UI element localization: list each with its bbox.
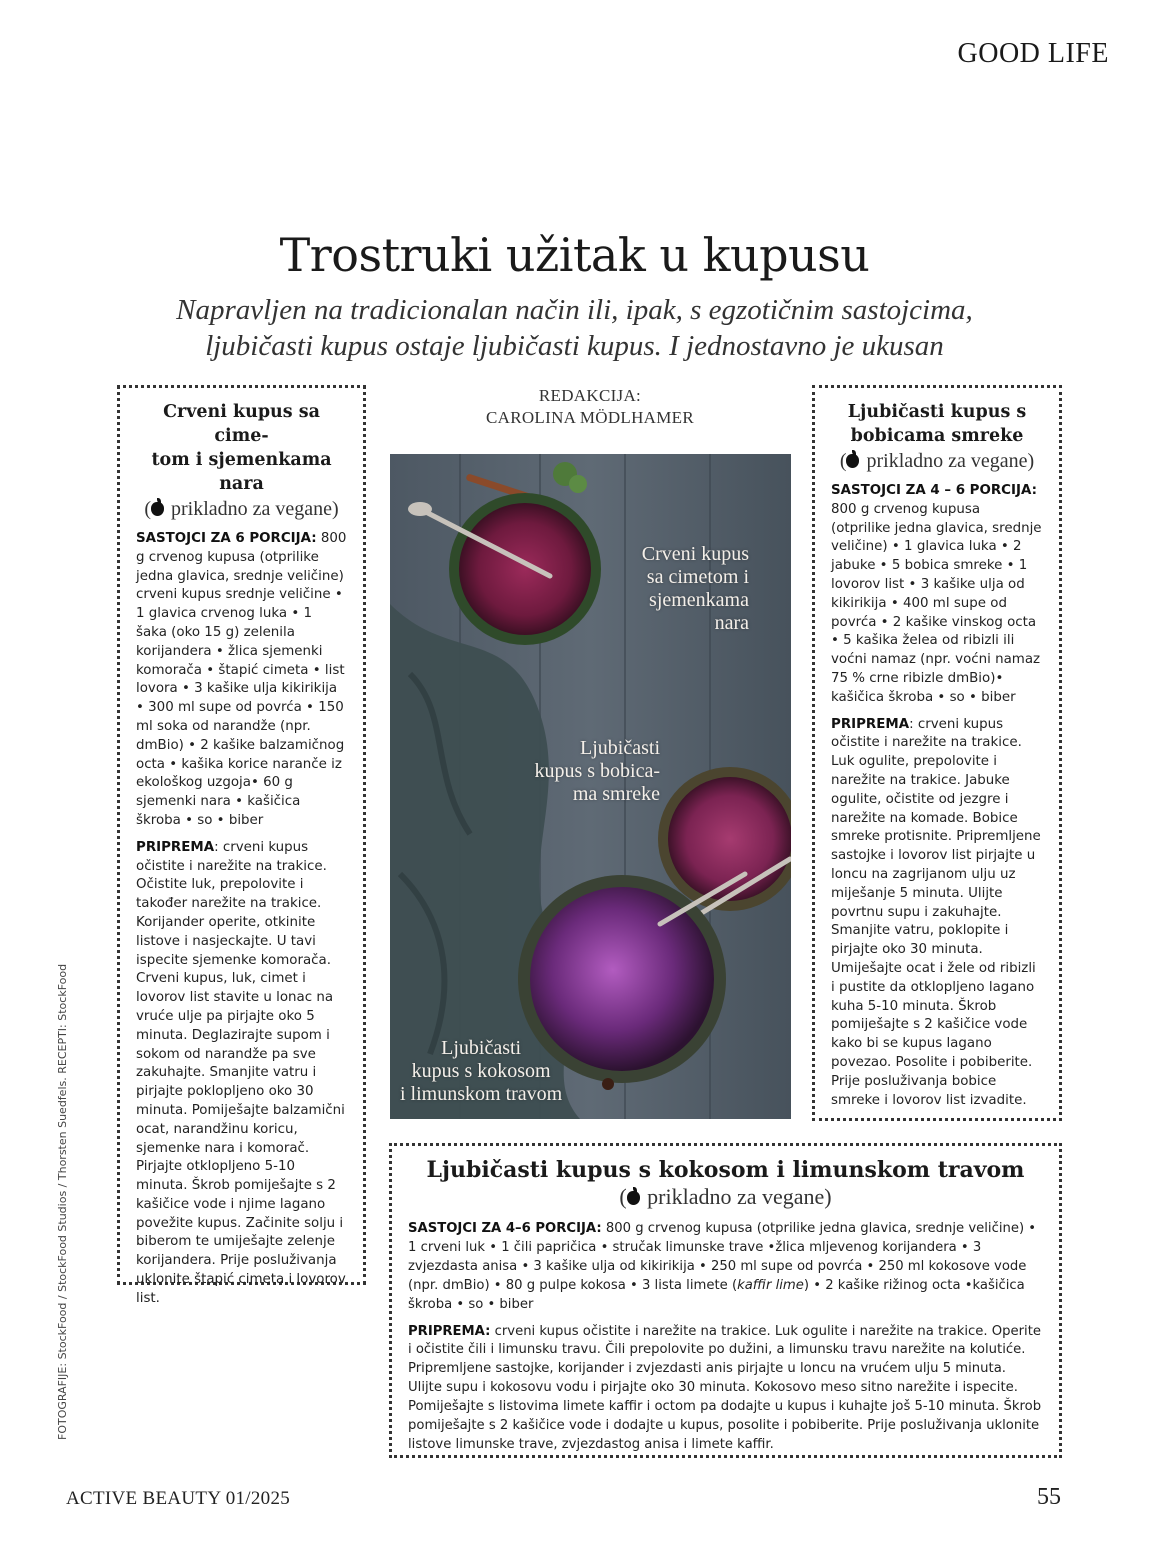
method-text: : crveni kupus očistite i narežite na trakice. Luk ogulite, prepolovite i narežite na trakice. Jabuke ogulite, očistite od jezgre i narežite na komade. Bobice smreke protisnite. Pripremljene sastojke i lovorov list pirjajte u loncu na zagrijanom ulju uz miješanje 5 minuta. Ulijte povrtnu supu i zakuhajte. Smanjite vatru, poklopite i pirjajte oko 30 minuta. Umiješajte ocat i žele od ribizli i pustite da otklopljeno lagano kuha 5-10 minuta. Škrob pomiješajte s 2 kašičice vode kako bi se kupus lagano povezao. Posolite i pobiberite. Prije posluživanja bobice smreke i lovorov list izvadite.	[831, 716, 1041, 1108]
ingredients-text: 800 g crvenog kupusa (otprilike jedna glavica, srednje veličine) crveni kupus srednje veličine • 1 glavica crvenog luka • 1 šaka (oko 15 g) zelenila korijandera • žlica sjemenki komorača • štapić cimeta • list lovora • 3 kašike ulja kikirikija • 300 ml supe od povrća • 150 ml soka od narandže (npr. dmBio) • 2 kašike balzamičnog octa • kašika korice naranče iz ekološkog uzgoja• 60 g sjemenki nara • kašičica škroba • so • biber	[136, 531, 347, 828]
deck-line-2: ljubičasti kupus ostaje ljubičasti kupus. I jednostavno je ukusan	[205, 330, 944, 362]
recipe-title	[831, 400, 1043, 448]
ingredients-label: SASTOJCI ZA 4 – 6 PORCIJA:	[831, 483, 1037, 498]
method	[408, 1323, 1043, 1455]
recipe-title	[136, 400, 347, 496]
photo-caption-1	[642, 543, 749, 635]
recipe-body	[408, 1220, 1043, 1455]
credit-line: REDAKCIJA:	[538, 386, 642, 405]
vegan-note: ( prikladno za vegane)	[619, 1184, 832, 1209]
recipe-title-line: Ljubičasti kupus s	[847, 402, 1027, 422]
ingredients	[136, 530, 347, 831]
method-label: PRIPREMA:	[408, 1323, 491, 1339]
recipe-title: Ljubičasti kupus s kokosom i limunskom travom	[426, 1157, 1025, 1183]
food-photo	[390, 454, 791, 1119]
recipe-box-red-cabbage-cinnamon	[117, 385, 366, 1306]
caption-line: Ljubičasti	[441, 1037, 522, 1059]
article-title: Trostruki užitak u kupusu	[279, 228, 870, 282]
photo-caption-3	[400, 1037, 562, 1106]
method-text: : crveni kupus očistite i narežite na trakice. Očistite luk, prepolovite i također narežite na trakice. Korijander operite, otkinite listove i nasjeckajte. U tavi ispecite sjemenke komorača. Crveni kupus, luk, cimet i lovorov list stavite u lonac na vruće ulje pa pirjajte oko 5 minuta. Deglazirajte supom i sokom od narandže pa sve zakuhajte. Smanjite vatru i pirjajte poklopljeno oko 30 minuta. Pomiješajte balzamični ocat, narandžinu koricu, sjemenke nara i komorač. Pirjajte otklopljeno 5-10 minuta. Škrob pomiješajte s 2 kašičice vode i njime lagano povežite kupus. Začinite solju i biberom te umiješajte zelenje korijandera. Prije posluživanja uklonite štapić cimeta i lovorov list.	[136, 839, 346, 1306]
vegan-apple-icon	[627, 1191, 640, 1205]
caption-line: nara	[714, 612, 749, 634]
caption-line: sa cimetom i	[646, 566, 749, 588]
photo-credit: FOTOGRAFIJE: StockFood / StockFood Studios / Thorsten Suedfels. RECEPTI: StockFood	[56, 963, 69, 1440]
caption-line: sjemenkama	[649, 589, 749, 611]
method-label: PRIPREMA	[831, 716, 910, 732]
section-label: GOOD LIFE	[957, 38, 1109, 69]
caption-line: Ljubičasti	[580, 737, 660, 759]
footer-magazine: ACTIVE BEAUTY 01/2025	[66, 1488, 291, 1509]
ingredients	[408, 1220, 1043, 1315]
caption-line: ma smreke	[572, 783, 660, 805]
recipe-body	[831, 482, 1043, 1110]
page-number: 55	[1037, 1484, 1061, 1510]
article-deck	[0, 292, 1149, 364]
recipe-body	[136, 530, 347, 1309]
ingredients	[831, 482, 1043, 708]
editor-credit	[390, 385, 790, 429]
vegan-apple-icon	[846, 454, 859, 468]
ingredients-text: ) • 2 kašike rižinog octa •kašičica škroba • so • biber	[408, 1277, 1025, 1312]
caption-line: kupus s kokosom	[411, 1060, 551, 1082]
credit-line: CAROLINA MÖDLHAMER	[486, 408, 694, 427]
ingredients-italic: kaffir lime	[737, 1277, 804, 1293]
recipe-title-line: Crveni kupus sa cime-	[163, 402, 320, 446]
vegan-apple-icon	[151, 502, 164, 516]
vegan-label: prikladno za vegane)	[647, 1184, 832, 1209]
ingredients-label: SASTOJCI ZA 4–6 PORCIJA:	[408, 1221, 602, 1236]
ingredients-text: 800 g crvenog kupusa (otprilike jedna glavica, srednje veličine) • 1 glavica luka • 2 jabuke • 5 bobica smreke • 1 lovorov list • 3 kašike ulja od kikirikija • 400 ml supe od povrća • 2 kašike vinskog octa • 5 kašika želea od ribizli ili voćni namaz (npr. voćni namaz 75 % crne ribizle dmBio)• kašičica škroba • so • biber	[831, 501, 1042, 705]
vegan-label: prikladno za vegane)	[866, 450, 1035, 472]
recipe-title-line: tom i sjemenkama nara	[151, 450, 332, 494]
photo-caption-2	[534, 737, 660, 806]
ingredients-text: 800 g crvenog kupusa (otprilike jedna glavica, srednje veličine) • 1 crveni luk • 1 čili papričica • stručak limunske trave •žlica mljevenog korijandera • 3 zvjezdasta anisa • 3 kašike ulja od kikirikija • 250 ml supe od povrća • 250 ml kokosove vode (npr. dmBio) • 80 g pulpe kokosa • 3 lista limete (	[408, 1221, 1037, 1293]
method-text: crveni kupus očistite i narežite na trakice. Luk ogulite i narežite na trakice. Operite i očistite čili i limunsku travu. Čili prepolovite po dužini, a limunsku travu narežite na kolutiće. Pripremljene sastojke, korijander i zvjezdasti anis pirjajte u loncu na vrućem ulju 5 minuta. Ulijte supu i kokosovu vodu i pirjajte oko 30 minuta. Kokosovo meso sitno narežite i ispecite. Pomiješajte s listovima limete kaffir i octom pa dodajte u kupus i kuhajte još 5-10 minuta. Škrob pomiješajte s 2 kašičice vode i dodajte u kupus, posolite i pobiberite. Prije posluživanja uklonite listove limunske trave, zvjezdastog anisa i limete kaffir.	[408, 1323, 1042, 1452]
method-label: PRIPREMA	[136, 839, 215, 855]
method	[831, 716, 1043, 1111]
vegan-note: ( prikladno za vegane)	[144, 498, 339, 520]
vegan-note: ( prikladno za vegane)	[839, 450, 1035, 472]
recipe-title-line: bobicama smreke	[850, 426, 1024, 446]
ingredients-label: SASTOJCI ZA 6 PORCIJA:	[136, 531, 317, 546]
recipe-box-coconut-lemongrass	[389, 1143, 1062, 1458]
caption-line: i limunskom travom	[400, 1083, 563, 1105]
method	[136, 839, 347, 1309]
deck-line-1: Napravljen na tradicionalan način ili, ipak, s egzotičnim sastojcima,	[176, 294, 973, 326]
vegan-label: prikladno za vegane)	[170, 498, 339, 520]
recipe-box-juniper	[812, 385, 1062, 1121]
caption-line: kupus s bobica-	[534, 760, 660, 782]
caption-line: Crveni kupus	[641, 543, 749, 565]
